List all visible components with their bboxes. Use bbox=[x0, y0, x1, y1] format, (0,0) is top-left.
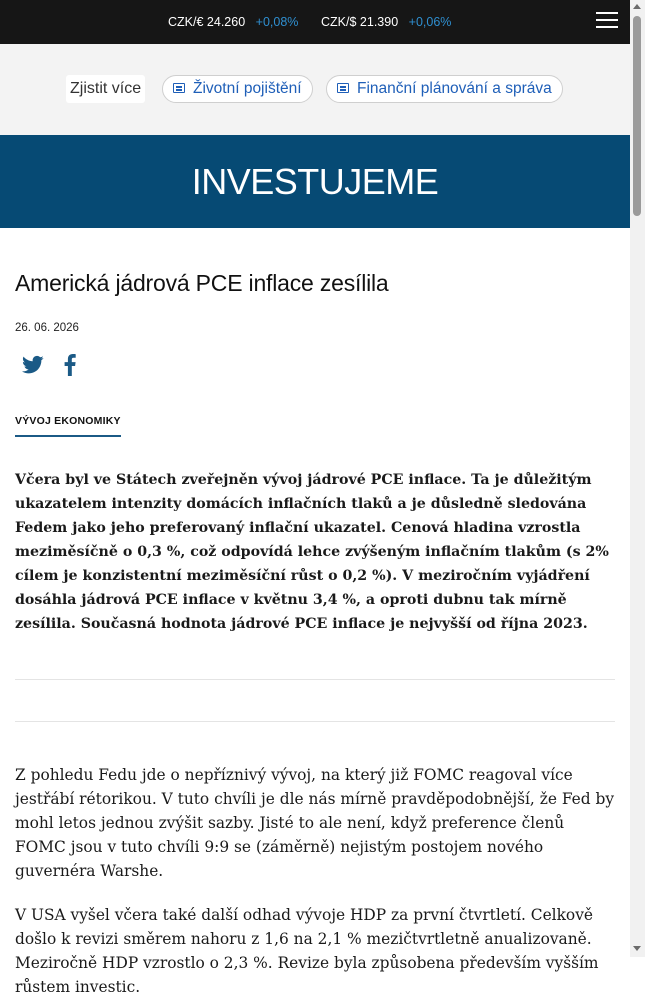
facebook-icon[interactable] bbox=[64, 354, 76, 376]
chip-life-insurance[interactable] bbox=[162, 75, 313, 103]
hamburger-menu-icon[interactable] bbox=[596, 12, 618, 32]
brand-banner bbox=[0, 135, 630, 228]
ticker-pair: CZK/€ bbox=[168, 15, 204, 29]
ticker-change: +0,06% bbox=[408, 15, 452, 29]
ticker-value: 24.260 bbox=[206, 15, 246, 29]
article-icon bbox=[173, 83, 185, 93]
currency-ticker bbox=[0, 0, 630, 44]
learn-more-strip bbox=[0, 44, 630, 135]
article-icon bbox=[337, 83, 349, 93]
page-scrollbar[interactable] bbox=[630, 0, 645, 957]
article-paragraph: V USA vyšel včera také další odhad vývoje HDP za první čtvrtletí. Celkově došlo k revizi směrem nahoru z 1,6 na 2,1 % mezičtvrtletně anualizovaně. Meziročně HDP vzrostlo o 2,3 %. Revize byla způsobena především vyšším růstem investic. bbox=[15, 906, 599, 996]
ticker-pair: CZK/$ bbox=[321, 15, 357, 29]
scroll-up-arrow-icon[interactable] bbox=[633, 4, 641, 9]
chip-label: Finanční plánování a správa bbox=[357, 80, 552, 97]
ticker-value: 21.390 bbox=[359, 15, 399, 29]
chip-label: Životní pojištění bbox=[193, 80, 302, 97]
ticker-change: +0,08% bbox=[255, 15, 299, 29]
scroll-down-arrow-icon[interactable] bbox=[633, 946, 641, 951]
scrollbar-thumb[interactable] bbox=[633, 16, 641, 216]
article-title: Americká jádrová PCE inflace zesílila bbox=[15, 270, 389, 296]
brand-logo[interactable]: INVESTUJEME bbox=[191, 161, 439, 202]
divider bbox=[15, 679, 615, 680]
divider bbox=[15, 721, 615, 722]
twitter-icon[interactable] bbox=[22, 354, 44, 376]
ticker-item-eur[interactable] bbox=[168, 15, 298, 29]
ticker-item-usd[interactable] bbox=[321, 15, 451, 29]
category-tag[interactable]: VÝVOJ EKONOMIKY bbox=[15, 415, 121, 437]
chip-financial-planning[interactable] bbox=[326, 75, 563, 103]
article-lead: Včera byl ve Státech zveřejněn vývoj jádrové PCE inflace. Ta je důležitým ukazatelem intenzity domácích inflačních tlaků a je důsledně sledována Fedem jako jeho preferovaný inflační ukazatel. Cenová hladina vzrostla meziměsíčně o 0,3 %, což odpovídá lehce zvýšeným inflačním tlakům (s 2% cílem je konzistentní meziměsíční růst o 0,2 %). V meziročním vyjádření dosáhla jádrová PCE inflace v květnu 3,4 %, a oproti dubnu tak mírně zesílila. Současná hodnota jádrové PCE inflace je nejvyšší od října 2023. bbox=[15, 472, 609, 632]
learn-more-label: Zjistit více bbox=[66, 75, 145, 103]
article-paragraph: Z pohledu Fedu jde o nepříznivý vývoj, na který již FOMC reagoval více jestřábí rétorikou. V tuto chvíli je dle nás mírně pravděpodobnější, že Fed by mohl letos jednou zvýšit sazby. Jisté to ale není, když preference členů FOMC jsou v tuto chvíli 9:9 se (záměrně) nejistým postojem nového guvernéra Warshe. bbox=[15, 766, 615, 880]
article-date: 26. 06. 2026 bbox=[15, 322, 79, 334]
